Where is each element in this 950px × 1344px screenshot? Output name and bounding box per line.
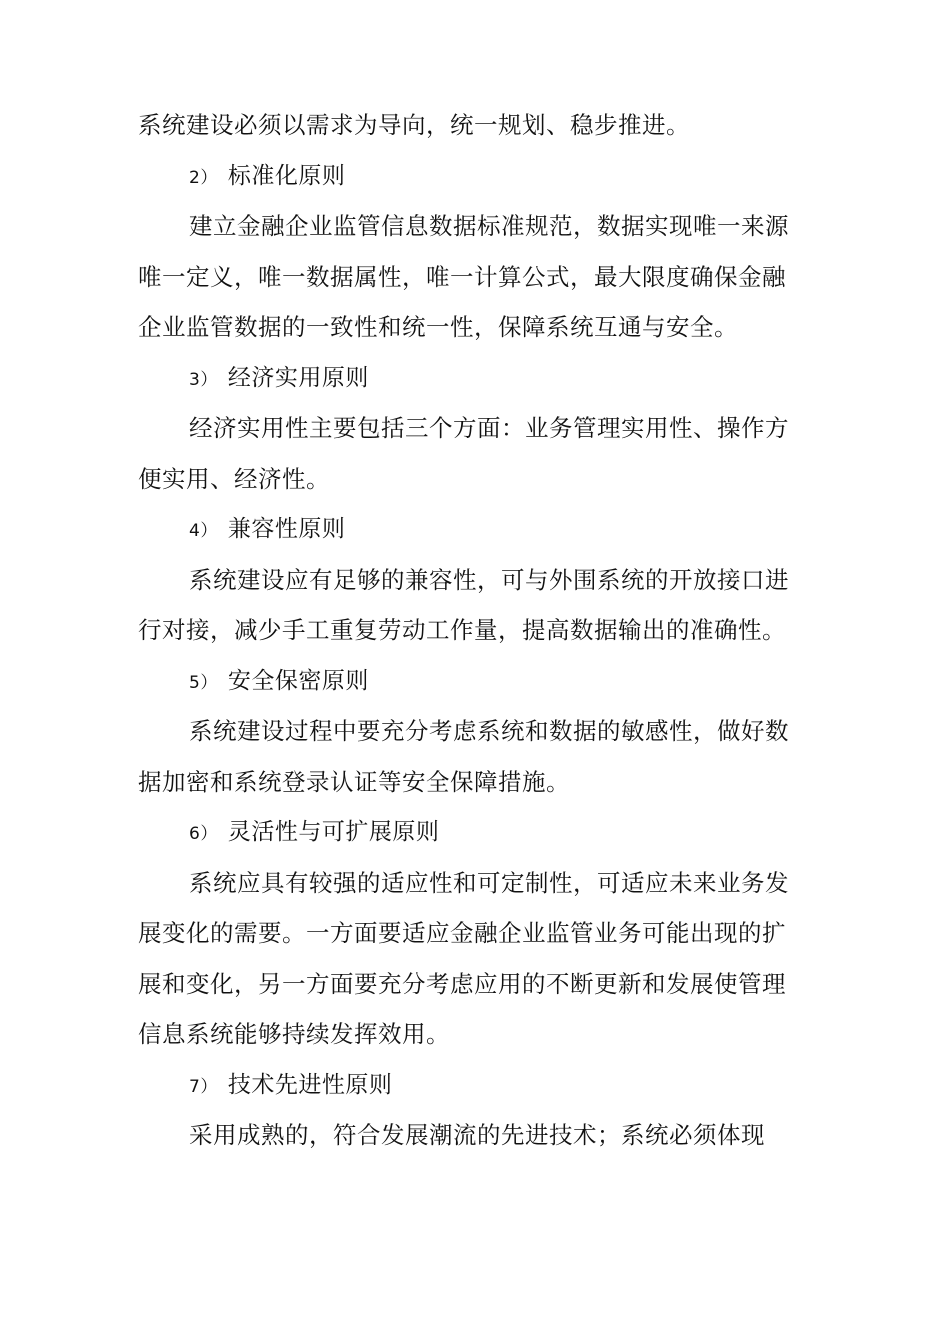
heading-number: 5）: [189, 672, 218, 693]
heading-number: 4）: [189, 521, 218, 541]
heading-number: 2）: [189, 167, 218, 188]
section-heading-standardization: [138, 151, 828, 202]
section-heading-economic-practical: [138, 353, 828, 404]
body-text-line: 企业监管数据的一致性和统一性，保障系统互通与安全。: [138, 313, 738, 341]
heading-title: 经济实用原则: [227, 364, 369, 391]
body-text-line: 唯一定义，唯一数据属性，唯一计算公式，最大限度确保金融: [138, 262, 786, 291]
heading-number: 7）: [189, 1076, 218, 1097]
heading-title: 技术先进性原则: [227, 1071, 393, 1098]
section-heading-security: [138, 656, 828, 707]
section-heading-technology: [138, 1060, 828, 1111]
heading-title: 灵活性与可扩展原则: [227, 819, 440, 845]
body-text-line: 信息系统能够持续发挥效用。: [138, 1020, 450, 1048]
body-text-line: 系统建设必须以需求为导向，统一规划、稳步推进。: [138, 111, 690, 139]
body-text-line: 系统应具有较强的适应性和可定制性，可适应未来业务发: [189, 868, 789, 897]
body-text-line: 据加密和系统登录认证等安全保障措施。: [138, 767, 570, 796]
body-text-line: 系统建设过程中要充分考虑系统和数据的敏感性，做好数: [189, 717, 789, 745]
heading-number: 3）: [189, 369, 218, 390]
body-text-line: 便实用、经济性。: [138, 464, 330, 493]
heading-number: 6）: [189, 824, 218, 844]
section-heading-flexibility: [138, 807, 828, 858]
body-text-line: 采用成熟的，符合发展潮流的先进技术；系统必须体现: [189, 1121, 765, 1149]
body-text-line: 经济实用性主要包括三个方面：业务管理实用性、操作方: [189, 414, 789, 442]
body-text-line: 建立金融企业监管信息数据标准规范，数据实现唯一来源: [189, 212, 789, 240]
heading-title: 安全保密原则: [227, 667, 369, 694]
section-heading-compatibility: [138, 504, 828, 555]
body-text-line: 行对接，减少手工重复劳动工作量，提高数据输出的准确性。: [138, 616, 786, 644]
heading-title: 兼容性原则: [227, 516, 346, 542]
body-text-line: 系统建设应有足够的兼容性，可与外围系统的开放接口进: [189, 565, 789, 594]
heading-title: 标准化原则: [227, 162, 346, 189]
document-body: [138, 100, 828, 1161]
body-text-line: 展和变化，另一方面要充分考虑应用的不断更新和发展使管理: [138, 969, 786, 998]
body-text-line: 展变化的需要。一方面要适应金融企业监管业务可能出现的扩: [138, 919, 786, 947]
